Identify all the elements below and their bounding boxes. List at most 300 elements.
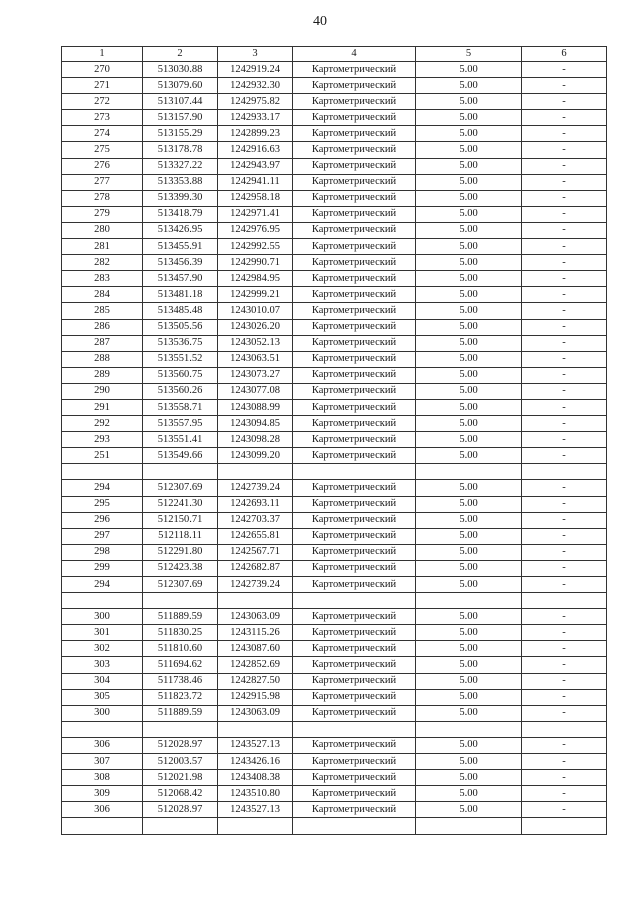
table-cell: - [522, 496, 607, 512]
table-row [62, 255, 607, 271]
table-cell: 286 [62, 319, 143, 335]
table-cell: 5.00 [416, 802, 522, 818]
table-row [62, 239, 607, 255]
table-row [62, 367, 607, 383]
table-cell: 1243527.13 [218, 737, 293, 753]
table-cell: 1243063.09 [218, 609, 293, 625]
table-cell: 511694.62 [143, 657, 218, 673]
table-header-row [62, 47, 607, 62]
table-cell: 302 [62, 641, 143, 657]
table-cell: 5.00 [416, 625, 522, 641]
table-cell: Картометрический [293, 544, 416, 560]
table-cell: 293 [62, 432, 143, 448]
table-cell: 512291.80 [143, 544, 218, 560]
table-cell: 282 [62, 255, 143, 271]
table-cell [143, 818, 218, 834]
table-cell: Картометрический [293, 206, 416, 222]
table-cell: 1243098.28 [218, 432, 293, 448]
table-row [62, 416, 607, 432]
table-cell: 5.00 [416, 609, 522, 625]
table-cell: Картометрический [293, 657, 416, 673]
table-row [62, 303, 607, 319]
table-cell: 5.00 [416, 577, 522, 593]
table-cell: 271 [62, 78, 143, 94]
table-row [62, 818, 607, 834]
table-cell: - [522, 255, 607, 271]
table-cell: Картометрический [293, 432, 416, 448]
table-cell: 512003.57 [143, 754, 218, 770]
table-cell: Картометрический [293, 126, 416, 142]
table-cell: 5.00 [416, 142, 522, 158]
table-cell: Картометрический [293, 239, 416, 255]
table-row [62, 786, 607, 802]
table-cell: 275 [62, 142, 143, 158]
table-cell: 5.00 [416, 705, 522, 721]
table-cell [62, 464, 143, 480]
table-cell: Картометрический [293, 609, 416, 625]
table-cell [143, 721, 218, 737]
table-row [62, 126, 607, 142]
table-cell: Картометрический [293, 255, 416, 271]
table-cell: 513418.79 [143, 206, 218, 222]
table-cell: - [522, 625, 607, 641]
column-header: 5 [416, 47, 522, 62]
table-cell: Картометрический [293, 399, 416, 415]
table-cell: 1242739.24 [218, 577, 293, 593]
table-cell: 291 [62, 399, 143, 415]
table-cell [522, 464, 607, 480]
table-cell: 5.00 [416, 657, 522, 673]
table-row [62, 432, 607, 448]
table-cell: - [522, 206, 607, 222]
table-cell: - [522, 480, 607, 496]
table-cell: 5.00 [416, 770, 522, 786]
table-cell: - [522, 78, 607, 94]
table-cell: 5.00 [416, 94, 522, 110]
table-cell: 5.00 [416, 287, 522, 303]
table-cell: 512028.97 [143, 737, 218, 753]
table-cell [293, 721, 416, 737]
table-cell: 512307.69 [143, 480, 218, 496]
table-cell: - [522, 94, 607, 110]
table-cell: Картометрический [293, 351, 416, 367]
table-cell: - [522, 544, 607, 560]
table-cell: 5.00 [416, 512, 522, 528]
table-cell: 251 [62, 448, 143, 464]
table-cell: - [522, 737, 607, 753]
table-cell: Картометрический [293, 770, 416, 786]
table-cell: 513178.78 [143, 142, 218, 158]
table-cell: 5.00 [416, 528, 522, 544]
table-cell: Картометрический [293, 512, 416, 528]
table-cell: Картометрический [293, 158, 416, 174]
table-row [62, 464, 607, 480]
table-cell: 511823.72 [143, 689, 218, 705]
table-row [62, 577, 607, 593]
table-row [62, 689, 607, 705]
table-cell: 512118.11 [143, 528, 218, 544]
table-cell: 5.00 [416, 560, 522, 576]
table-row [62, 62, 607, 78]
table-cell: - [522, 705, 607, 721]
table-cell: Картометрический [293, 335, 416, 351]
table-cell: Картометрический [293, 287, 416, 303]
table-cell: 511889.59 [143, 609, 218, 625]
table-cell: Картометрический [293, 496, 416, 512]
table-row [62, 448, 607, 464]
table-cell: Картометрический [293, 78, 416, 94]
table-row [62, 737, 607, 753]
table-cell: - [522, 222, 607, 238]
table-cell: 301 [62, 625, 143, 641]
table-cell: 513107.44 [143, 94, 218, 110]
table-cell: 294 [62, 480, 143, 496]
table-cell: 1243115.26 [218, 625, 293, 641]
table-cell: 511830.25 [143, 625, 218, 641]
table-cell [416, 721, 522, 737]
table-cell: 1243063.51 [218, 351, 293, 367]
table-cell: 512021.98 [143, 770, 218, 786]
table-cell: 5.00 [416, 367, 522, 383]
table-cell: 512150.71 [143, 512, 218, 528]
column-header: 3 [218, 47, 293, 62]
table-cell: 304 [62, 673, 143, 689]
table-row [62, 721, 607, 737]
table-cell [218, 721, 293, 737]
table-cell: 512028.97 [143, 802, 218, 818]
table-cell: 289 [62, 367, 143, 383]
table-cell: 274 [62, 126, 143, 142]
table-cell: Картометрический [293, 222, 416, 238]
table-row [62, 335, 607, 351]
table-cell: 513155.29 [143, 126, 218, 142]
table-cell: 513455.91 [143, 239, 218, 255]
column-header: 2 [143, 47, 218, 62]
table-cell: 1242915.98 [218, 689, 293, 705]
table-cell: 273 [62, 110, 143, 126]
table-cell: - [522, 416, 607, 432]
table-cell: 1242999.21 [218, 287, 293, 303]
table-cell: 297 [62, 528, 143, 544]
table-cell: - [522, 786, 607, 802]
table-cell: 5.00 [416, 190, 522, 206]
table-cell [416, 818, 522, 834]
column-header: 4 [293, 47, 416, 62]
table-cell [218, 818, 293, 834]
table-row [62, 560, 607, 576]
table-cell: 1242567.71 [218, 544, 293, 560]
table-row [62, 770, 607, 786]
table-cell: - [522, 609, 607, 625]
table-cell: - [522, 528, 607, 544]
table-row [62, 641, 607, 657]
table-cell: Картометрический [293, 641, 416, 657]
table-cell: 5.00 [416, 689, 522, 705]
table-row [62, 657, 607, 673]
table-cell: Картометрический [293, 625, 416, 641]
table-cell: 1243510.80 [218, 786, 293, 802]
table-cell: - [522, 560, 607, 576]
table-cell: 306 [62, 802, 143, 818]
table-cell: 513327.22 [143, 158, 218, 174]
table-cell: 1243073.27 [218, 367, 293, 383]
table-cell: - [522, 689, 607, 705]
table-row [62, 754, 607, 770]
table-cell: 292 [62, 416, 143, 432]
table-cell: Картометрический [293, 754, 416, 770]
table-cell: 513549.66 [143, 448, 218, 464]
table-cell: 1243087.60 [218, 641, 293, 657]
table-cell: 1242703.37 [218, 512, 293, 528]
table-cell: 295 [62, 496, 143, 512]
table-cell: 1242943.97 [218, 158, 293, 174]
table-cell: - [522, 641, 607, 657]
table-cell: 1242693.11 [218, 496, 293, 512]
table-cell: 1242852.69 [218, 657, 293, 673]
table-row [62, 287, 607, 303]
table-cell: Картометрический [293, 319, 416, 335]
table-cell: 284 [62, 287, 143, 303]
table-cell: 5.00 [416, 737, 522, 753]
table-cell: - [522, 303, 607, 319]
table-cell: 513353.88 [143, 174, 218, 190]
table-cell: 1242916.63 [218, 142, 293, 158]
table-cell: Картометрический [293, 802, 416, 818]
table-cell: - [522, 239, 607, 255]
table-cell: 5.00 [416, 544, 522, 560]
table-cell: - [522, 142, 607, 158]
table-cell: Картометрический [293, 174, 416, 190]
table-cell: 513399.30 [143, 190, 218, 206]
table-row [62, 222, 607, 238]
table-cell: 306 [62, 737, 143, 753]
table-cell: 5.00 [416, 786, 522, 802]
coordinates-table [61, 46, 607, 835]
table-cell [522, 818, 607, 834]
table-cell: - [522, 770, 607, 786]
table-cell: Картометрический [293, 383, 416, 399]
table-cell: 285 [62, 303, 143, 319]
table-cell: Картометрический [293, 673, 416, 689]
table-cell: 1243010.07 [218, 303, 293, 319]
table-cell: 513560.75 [143, 367, 218, 383]
table-cell: 5.00 [416, 641, 522, 657]
table-cell: 5.00 [416, 78, 522, 94]
table-cell: - [522, 190, 607, 206]
table-cell: 513157.90 [143, 110, 218, 126]
table-cell: 1242941.11 [218, 174, 293, 190]
table-row [62, 705, 607, 721]
table-cell: 5.00 [416, 319, 522, 335]
table-row [62, 625, 607, 641]
table-cell: Картометрический [293, 480, 416, 496]
table-cell: 276 [62, 158, 143, 174]
table-cell [522, 593, 607, 609]
table-cell: 1242971.41 [218, 206, 293, 222]
table-cell: - [522, 383, 607, 399]
table-cell: - [522, 754, 607, 770]
table-cell: 513505.56 [143, 319, 218, 335]
table-cell: 272 [62, 94, 143, 110]
table-cell: Картометрический [293, 110, 416, 126]
table-cell: 1242984.95 [218, 271, 293, 287]
table-cell: - [522, 399, 607, 415]
table-row [62, 174, 607, 190]
table-cell: 308 [62, 770, 143, 786]
table-cell: 5.00 [416, 158, 522, 174]
table-cell: 1242739.24 [218, 480, 293, 496]
table-cell: 5.00 [416, 222, 522, 238]
table-cell: Картометрический [293, 416, 416, 432]
table-cell: - [522, 657, 607, 673]
table-row [62, 496, 607, 512]
table-row [62, 142, 607, 158]
table-cell: - [522, 448, 607, 464]
table-cell: 278 [62, 190, 143, 206]
table-cell: - [522, 174, 607, 190]
table-cell: 1242932.30 [218, 78, 293, 94]
table-cell: Картометрический [293, 94, 416, 110]
table-cell: 1243408.38 [218, 770, 293, 786]
table-cell: 300 [62, 609, 143, 625]
table-cell: 1243063.09 [218, 705, 293, 721]
table-cell: 513536.75 [143, 335, 218, 351]
table-cell: 5.00 [416, 416, 522, 432]
table-cell: 290 [62, 383, 143, 399]
table-row [62, 609, 607, 625]
table-cell: Картометрический [293, 271, 416, 287]
table-cell [218, 593, 293, 609]
table-cell: 1242827.50 [218, 673, 293, 689]
table-cell: 296 [62, 512, 143, 528]
table-row [62, 94, 607, 110]
table-cell: Картометрический [293, 560, 416, 576]
table-cell: - [522, 351, 607, 367]
table-cell: 270 [62, 62, 143, 78]
table-cell: - [522, 287, 607, 303]
table-cell: 5.00 [416, 239, 522, 255]
table-cell: 1243527.13 [218, 802, 293, 818]
table-cell: Картометрический [293, 577, 416, 593]
table-cell [62, 818, 143, 834]
table-row [62, 206, 607, 222]
table-cell: 512307.69 [143, 577, 218, 593]
table-cell: 512423.38 [143, 560, 218, 576]
table-cell: Картометрический [293, 705, 416, 721]
table-cell: 5.00 [416, 206, 522, 222]
table-cell: Картометрический [293, 786, 416, 802]
table-cell: 1242992.55 [218, 239, 293, 255]
table-row [62, 673, 607, 689]
table-cell: - [522, 673, 607, 689]
table-cell: 1243088.99 [218, 399, 293, 415]
table-cell: 303 [62, 657, 143, 673]
table-cell: Картометрический [293, 528, 416, 544]
table-row [62, 802, 607, 818]
table-cell: Картометрический [293, 62, 416, 78]
table-cell: 1243094.85 [218, 416, 293, 432]
table-cell: 305 [62, 689, 143, 705]
table-cell: - [522, 158, 607, 174]
table-cell: 287 [62, 335, 143, 351]
table-cell: 283 [62, 271, 143, 287]
table-cell: 280 [62, 222, 143, 238]
table-row [62, 544, 607, 560]
table-cell: - [522, 577, 607, 593]
table-cell: 511889.59 [143, 705, 218, 721]
table-cell: 513557.95 [143, 416, 218, 432]
table-row [62, 110, 607, 126]
table-cell: 513485.48 [143, 303, 218, 319]
table-cell: 513558.71 [143, 399, 218, 415]
table-cell: 512241.30 [143, 496, 218, 512]
table-row [62, 399, 607, 415]
table-cell [522, 721, 607, 737]
table-cell: 1243099.20 [218, 448, 293, 464]
page-number: 40 [313, 14, 327, 29]
table-cell [62, 593, 143, 609]
table-row [62, 190, 607, 206]
table-cell: 294 [62, 577, 143, 593]
table-cell: Картометрический [293, 190, 416, 206]
table-cell: 5.00 [416, 271, 522, 287]
table-cell: Картометрический [293, 367, 416, 383]
table-cell: 1242899.23 [218, 126, 293, 142]
table-cell: 299 [62, 560, 143, 576]
table-cell: - [522, 319, 607, 335]
table-cell: 513551.52 [143, 351, 218, 367]
table-cell: 298 [62, 544, 143, 560]
table-cell: 1243077.08 [218, 383, 293, 399]
table-row [62, 528, 607, 544]
table-cell: 1242655.81 [218, 528, 293, 544]
column-header: 1 [62, 47, 143, 62]
table-cell: 1243052.13 [218, 335, 293, 351]
table-cell: 1242919.24 [218, 62, 293, 78]
table-cell: 513481.18 [143, 287, 218, 303]
table-cell [293, 818, 416, 834]
table-row [62, 480, 607, 496]
table-cell: 1242958.18 [218, 190, 293, 206]
table-row [62, 319, 607, 335]
table-row [62, 593, 607, 609]
table-cell: 5.00 [416, 335, 522, 351]
table-cell: 5.00 [416, 62, 522, 78]
table-cell: Картометрический [293, 448, 416, 464]
table-cell [293, 464, 416, 480]
table-cell: 5.00 [416, 303, 522, 319]
table-cell: 307 [62, 754, 143, 770]
table-cell: 5.00 [416, 754, 522, 770]
table-row [62, 351, 607, 367]
table-cell: 5.00 [416, 383, 522, 399]
table-cell: Картометрический [293, 142, 416, 158]
table-cell: 512068.42 [143, 786, 218, 802]
table-cell: 511738.46 [143, 673, 218, 689]
table-cell: - [522, 62, 607, 78]
table-cell: 1243426.16 [218, 754, 293, 770]
table-cell: 5.00 [416, 480, 522, 496]
table-cell: - [522, 126, 607, 142]
column-header: 6 [522, 47, 607, 62]
table-row [62, 78, 607, 94]
table-cell: 309 [62, 786, 143, 802]
table-cell [143, 593, 218, 609]
table-cell: 5.00 [416, 399, 522, 415]
table-cell: 5.00 [416, 255, 522, 271]
table-cell: 513456.39 [143, 255, 218, 271]
table-cell: - [522, 271, 607, 287]
